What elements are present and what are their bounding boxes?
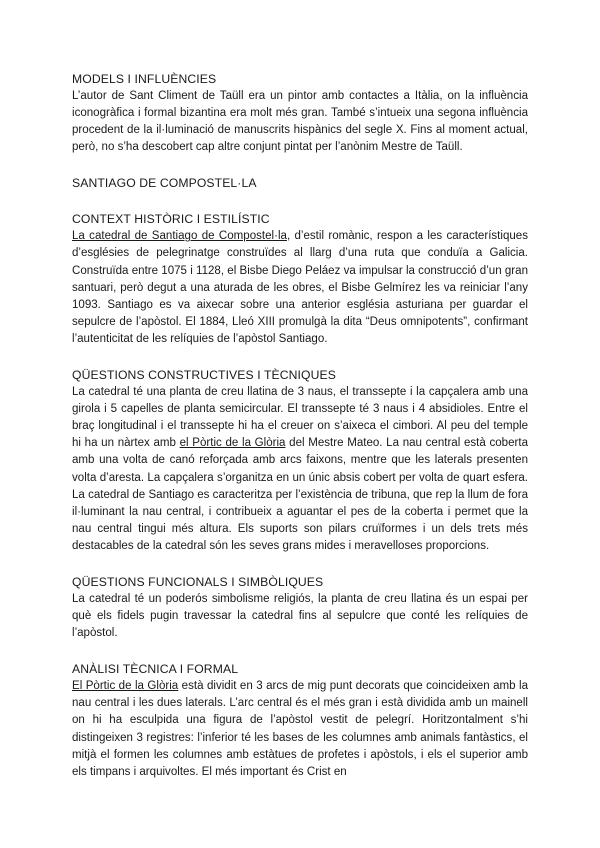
section-santiago bbox=[72, 174, 528, 192]
paragraph-constructive-text-after: del Mestre Mateo. La nau central està coberta amb una volta de canó reforçada amb arcs faixons, mentre que les laterals presenten volta d’aresta. La capçalera s’organitza en un únic absis cobert per volta de quart esfera. La catedral de Santiago es caracteritza per l’existència de tribuna, que rep la llum de fora il·luminant la nau central, i contribueix a aguantar el pes de la coberta i permet que la nau central tingui més altura. Els suports son pilars cruïformes i un dels trets més destacables de la catedral són les seves grans mides i meravelloses proporcions. bbox=[72, 437, 528, 552]
heading-models: MODELS I INFLUÈNCIES bbox=[72, 72, 217, 86]
heading-context: CONTEXT HISTÒRIC I ESTILÍSTIC bbox=[72, 212, 270, 227]
link-catedral-santiago[interactable]: La catedral de Santiago de Compostel·la bbox=[72, 230, 287, 243]
section-constructive bbox=[72, 366, 528, 555]
heading-santiago: SANTIAGO DE COMPOSTEL·LA bbox=[72, 176, 257, 191]
heading-analysis: ANÀLISI TÈCNICA I FORMAL bbox=[72, 662, 239, 677]
link-portic-gloria[interactable]: el Pòrtic de la Glòria bbox=[179, 437, 286, 450]
paragraph-analysis-text: està dividit en 3 arcs de mig punt decorats que coincideixen amb la nau central i les dues laterals. L’arc central és el més gran i està dividida amb un mainell on hi ha esculpida una figura de l’apòstol vestit de pelegrí. Horitzontalment s’hi distingeixen 3 registres: l’inferior té les bases de les columnes amb animals fantàstics, el mitjà el formen les columnes amb estàtues de profetes i apòstols, i els el superior amb els timpans i arquivoltes. El més important és Crist en bbox=[72, 680, 529, 778]
paragraph-analysis bbox=[72, 678, 528, 781]
section-context bbox=[72, 210, 528, 348]
paragraph-constructive bbox=[72, 384, 528, 555]
paragraph-constructive-text-before: La catedral té una planta de creu llatina de 3 naus, el transsepte i la capçalera amb una girola i 5 capelles de planta semicircular. El transsepte té 3 naus i 4 absidioles. Entre el braç longitudinal i el transsepte hi ha el creuer on s’aixeca el cimbori. Al peu del temple hi ha un nàrtex amb bbox=[72, 386, 528, 450]
section-models bbox=[72, 70, 528, 156]
paragraph-context-text: , d’estil romànic, respon a les característiques d’esglésies de pelegrinatge construïdes al llarg d’una ruta que conduïa a Galicia. Construïda entre 1075 i 1128, el Bisbe Diego Peláez va impulsar la construcció d’un gran santuari, però degut a una aturada de les obres, el Bisbe Gelmírez les va reiniciar l’any 1093. Santiago es va aixecar sobre una anterior església asturiana per guardar el sepulcre de l’apòstol. El 1884, Lleó XIII promulgà la dita “Deus omnipotents”, confirmant l’autenticitat de les relíquies de l’apòstol Santiago. bbox=[72, 230, 528, 345]
paragraph-models: L’autor de Sant Climent de Taüll era un pintor amb contactes a Itàlia, on la influència iconogràfica i formal bizantina era molt més gran. També s’intueix una segona influència procedent de la il·luminació de manuscrits hispànics del segle X. Fins al moment actual, però, no s’ha descobert cap altre conjunt pintat per l’anònim Mestre de Taüll. bbox=[72, 90, 528, 154]
document-page bbox=[72, 70, 528, 799]
paragraph-functional: La catedral té un poderós simbolisme religiós, la planta de creu llatina és un espai per què els fidels pugin travessar la catedral fins al sepulcre que conté les relíquies de l’apòstol. bbox=[72, 592, 528, 640]
heading-constructive: QÜESTIONS CONSTRUCTIVES I TÈCNIQUES bbox=[72, 368, 336, 383]
heading-functional: QÜESTIONS FUNCIONALS I SIMBÒLIQUES bbox=[72, 574, 324, 589]
section-functional bbox=[72, 573, 528, 642]
paragraph-context bbox=[72, 228, 528, 348]
link-portic-gloria-analysis[interactable]: El Pòrtic de la Glòria bbox=[72, 680, 179, 693]
section-analysis bbox=[72, 660, 528, 781]
